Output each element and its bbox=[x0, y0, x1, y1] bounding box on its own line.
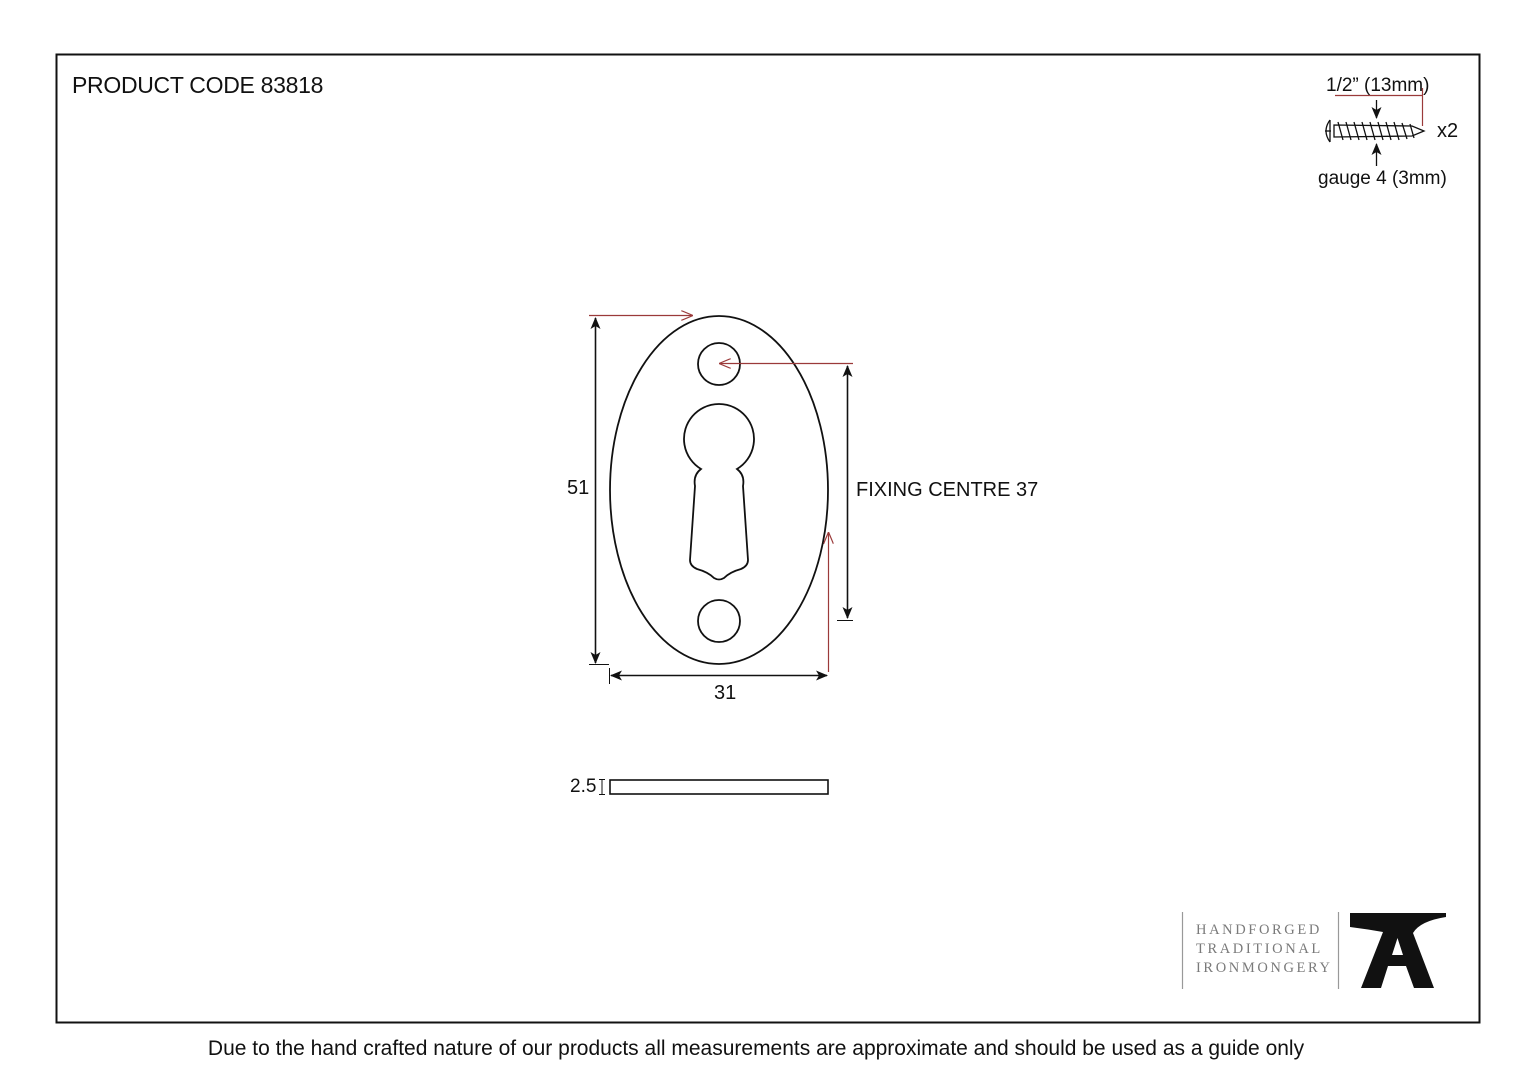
thickness-dimension-label: 2.5 bbox=[570, 776, 597, 797]
brand-line-traditional: TRADITIONAL bbox=[1196, 941, 1323, 957]
bottom-screw-hole bbox=[698, 600, 740, 642]
screw-icon bbox=[1325, 100, 1424, 166]
fixing-centre-label: FIXING CENTRE 37 bbox=[856, 479, 1039, 501]
height-dimension-label: 51 bbox=[567, 477, 590, 499]
thickness-profile bbox=[599, 780, 828, 795]
screw-quantity: x2 bbox=[1437, 120, 1459, 142]
dimension-lines bbox=[589, 318, 853, 684]
brand-line-handforged: HANDFORGED bbox=[1196, 922, 1322, 938]
drawing-frame bbox=[57, 55, 1480, 1023]
keyhole bbox=[684, 404, 754, 580]
width-dimension-label: 31 bbox=[714, 682, 737, 704]
screw-gauge-label: gauge 4 (3mm) bbox=[1318, 168, 1447, 189]
brand-line-ironmongery: IRONMONGERY bbox=[1196, 960, 1333, 976]
footer-disclaimer: Due to the hand crafted nature of our products all measurements are approximate and should be used as a guide only bbox=[207, 1037, 1305, 1060]
escutcheon-plate bbox=[610, 316, 828, 664]
leader-lines bbox=[589, 88, 1423, 672]
anvil-logo-icon bbox=[1350, 913, 1446, 988]
product-code: PRODUCT CODE 83818 bbox=[72, 72, 324, 98]
plate-outline bbox=[610, 316, 828, 664]
screw-length-label: 1/2” (13mm) bbox=[1326, 75, 1430, 96]
